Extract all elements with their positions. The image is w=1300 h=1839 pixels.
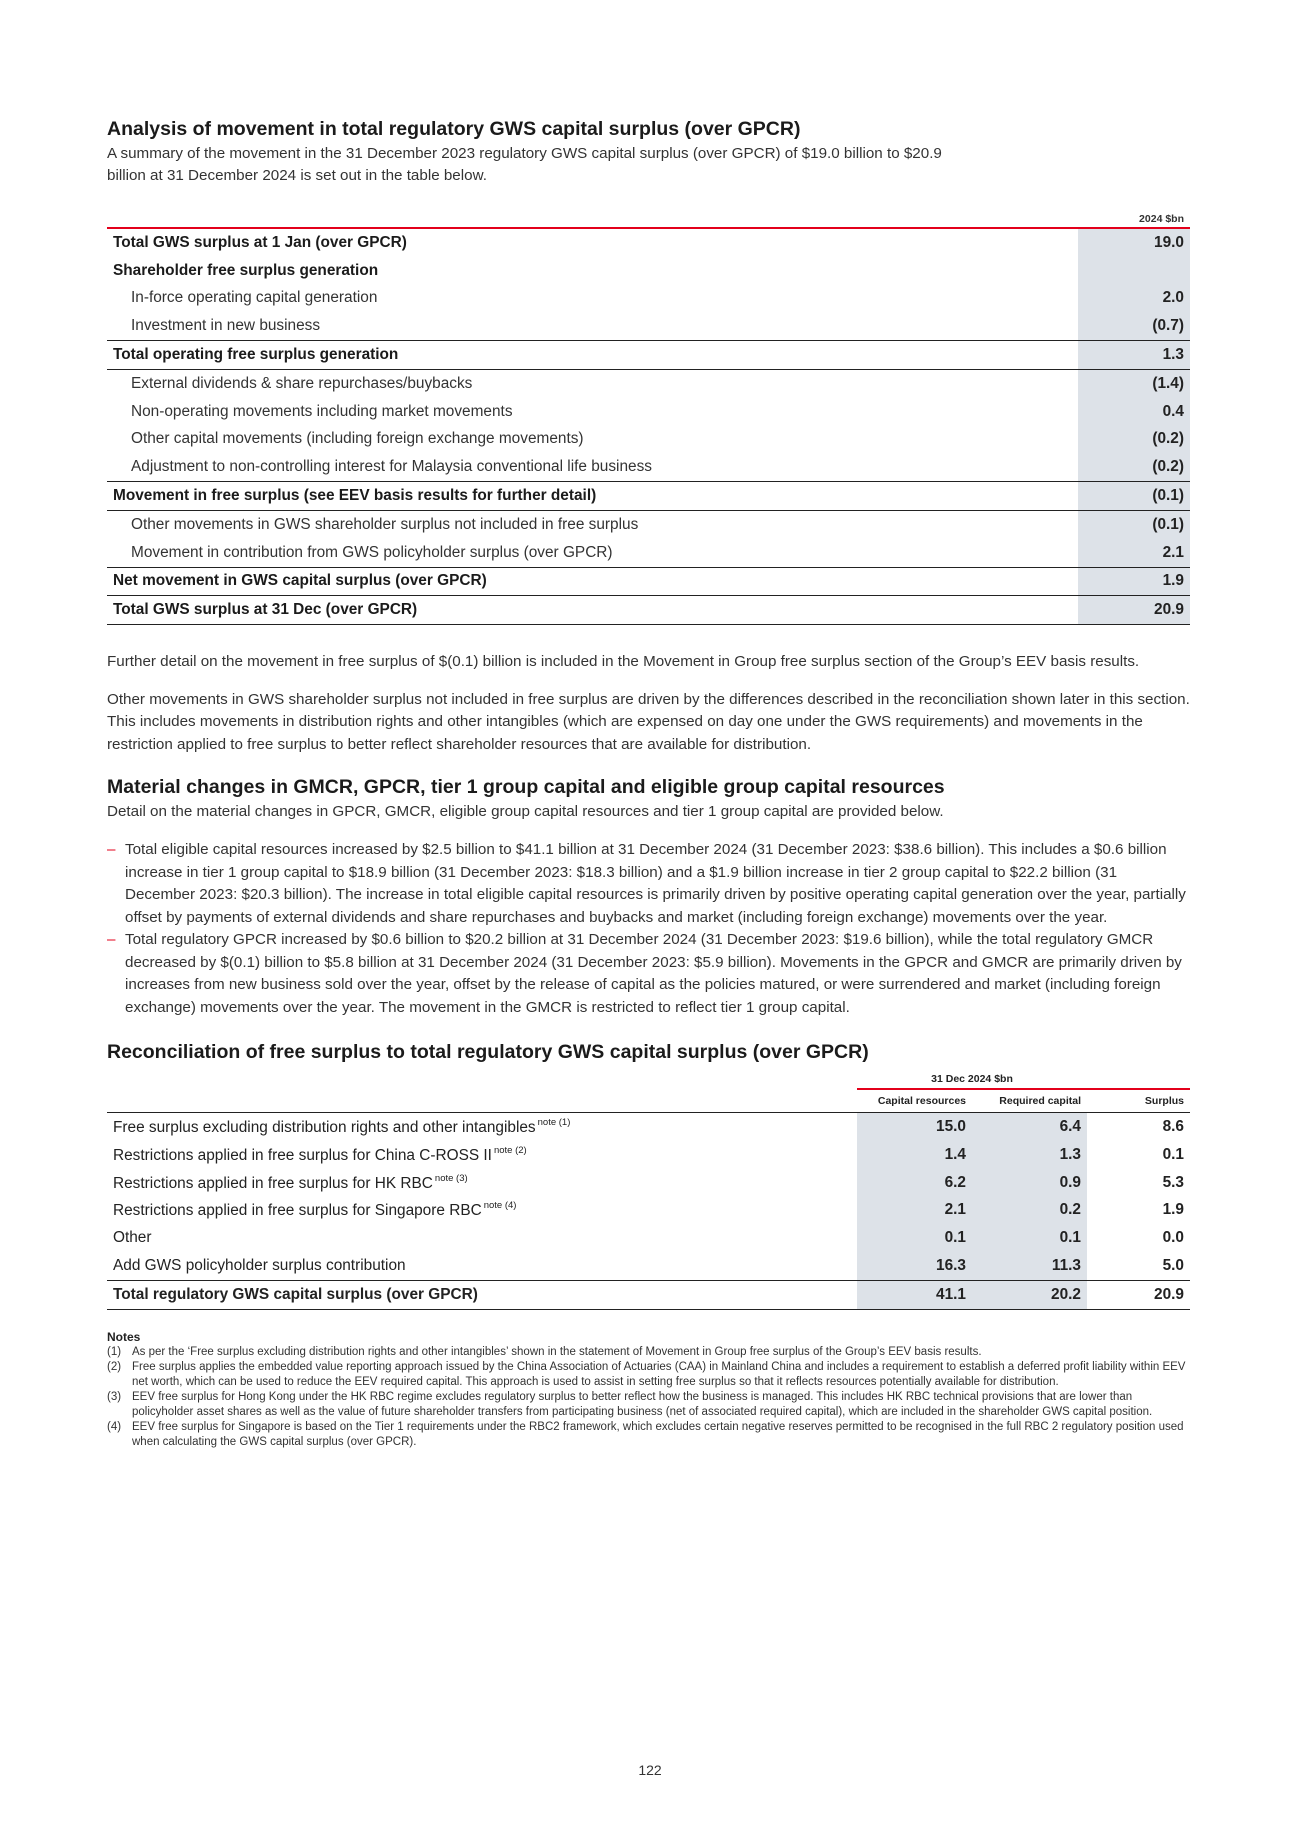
list-item	[107, 839, 1190, 929]
row-label: Other capital movements (including foreign exchange movements)	[131, 430, 584, 448]
movement-table	[107, 227, 1190, 625]
row-label: Restrictions applied in free surplus for HK RBC $^{note (3)}$	[113, 1172, 468, 1192]
movement-section-title: Analysis of movement in total regulatory GWS capital surplus (over GPCR)	[107, 118, 801, 140]
table-row	[107, 1224, 1190, 1252]
note-text: EEV free surplus for Hong Kong under the HK RBC regime excludes regulatory surplus to better reflect how the business is managed. This includes HK RBC technical provisions that are lower than policyholder asset shares as well as the value of future shareholder transfers from participating business (net of associated required capital), which are included in the shareholder GWS capital position.	[132, 1390, 1153, 1418]
table-row	[107, 596, 1190, 625]
row-label: Shareholder free surplus generation	[113, 261, 379, 279]
row-label: Restrictions applied in free surplus for Singapore RBC $^{note (4)}$	[113, 1200, 517, 1220]
note-item	[107, 1345, 1190, 1360]
row-label: Other	[113, 1229, 152, 1247]
required-capital-cell: 0.9	[972, 1169, 1087, 1197]
note-number: (2)	[107, 1360, 122, 1373]
row-label: Net movement in GWS capital surplus (over GPCR)	[107, 567, 1078, 596]
surplus-cell: 1.9	[1162, 1201, 1184, 1219]
required-capital-cell: 1.3	[972, 1141, 1087, 1169]
table-row	[107, 453, 1190, 481]
row-label: Other movements in GWS shareholder surplus not included in free surplus	[107, 510, 1078, 538]
reconciliation-table	[107, 1070, 1190, 1310]
table-row	[107, 341, 1190, 370]
row-label: Non-operating movements including market movements	[131, 402, 513, 420]
row-value: 19.0	[1078, 228, 1190, 257]
column-header: Required capital	[972, 1089, 1087, 1113]
row-label: Total GWS surplus at 1 Jan (over GPCR)	[107, 228, 1078, 257]
row-label: Free surplus excluding distribution rights and other intangibles $^{note (1)}$	[107, 1113, 857, 1141]
table-row	[107, 482, 1190, 511]
table-row	[107, 1252, 1190, 1280]
surplus-cell: 20.9	[1087, 1280, 1190, 1309]
movement-section-intro: A summary of the movement in the 31 December 2023 regulatory GWS capital surplus (over GPCR) of $19.0 billion to $20.9 billion at 31 December 2024 is set out in the table below.	[107, 145, 942, 184]
table-row	[107, 285, 1190, 313]
notes-title: Notes	[107, 1329, 141, 1344]
surplus-cell: 5.0	[1162, 1257, 1184, 1275]
table-row	[107, 1169, 1190, 1197]
row-value: (0.7)	[1078, 312, 1190, 340]
movement-para-1: Further detail on the movement in free surplus of $(0.1) billion is included in the Movement in Group free surplus section of the Group’s EEV basis results.	[107, 653, 1140, 671]
row-value: (0.1)	[1078, 482, 1190, 511]
table-row	[107, 1197, 1190, 1225]
column-header: Surplus	[1087, 1089, 1190, 1113]
table-row	[107, 426, 1190, 454]
row-label: Total regulatory GWS capital surplus (over GPCR)	[107, 1280, 857, 1309]
row-value: (0.2)	[1078, 426, 1190, 454]
table-row	[107, 539, 1190, 567]
surplus-cell: 0.0	[1162, 1229, 1184, 1247]
note-reference: note (3)	[434, 1172, 468, 1184]
material-changes-intro: Detail on the material changes in GPCR, GMCR, eligible group capital resources and tier 1 group capital are provided below.	[107, 803, 944, 821]
capital-resources-cell: 6.2	[857, 1169, 972, 1197]
list-item	[107, 929, 1190, 1019]
row-label: Add GWS policyholder surplus contribution	[113, 1257, 406, 1275]
required-capital-cell: 0.2	[972, 1197, 1087, 1225]
surplus-cell: 0.1	[1162, 1145, 1184, 1163]
notes-section	[107, 1330, 1190, 1450]
table-row	[107, 228, 1190, 257]
table-row	[107, 398, 1190, 426]
row-label: Movement in contribution from GWS policyholder surplus (over GPCR)	[131, 543, 613, 561]
table-row	[107, 510, 1190, 538]
row-label: In-force operating capital generation	[131, 289, 378, 307]
row-label: Investment in new business	[131, 317, 321, 335]
note-number: (1)	[107, 1345, 122, 1358]
note-number: (3)	[107, 1390, 122, 1403]
row-value: (0.1)	[1078, 510, 1190, 538]
note-reference: note (1)	[537, 1117, 571, 1129]
table-row	[107, 567, 1190, 596]
note-item	[107, 1390, 1190, 1420]
note-item	[107, 1420, 1190, 1450]
note-item	[107, 1360, 1190, 1390]
capital-resources-cell: 15.0	[857, 1113, 972, 1141]
capital-resources-cell: 16.3	[857, 1252, 972, 1280]
bullet-text: Total regulatory GPCR increased by $0.6 billion to $20.2 billion at 31 December 2024 (31 December 2023: $19.6 billion), while the total regulatory GMCR decreased by $(0.1) billion to $5.8 billion at 31 December 2024 (31 December 2023: $5.9 billion). Movements in the GPCR and GMCR are primarily driven by increases from new business sold over the year, offset by the release of capital as the policies matured, or were surrendered and market (including foreign exchange) movements over the year. The movement in the GMCR is restricted to reflect tier 1 group capital.	[125, 931, 1182, 1016]
note-reference: note (4)	[483, 1200, 517, 1212]
table-total-row	[107, 1280, 1190, 1309]
required-capital-cell: 20.2	[972, 1280, 1087, 1309]
material-changes-list	[107, 839, 1190, 1019]
surplus-cell: 8.6	[1087, 1113, 1190, 1141]
row-label: Movement in free surplus (see EEV basis results for further detail)	[107, 482, 1078, 511]
column-header: Capital resources	[857, 1089, 972, 1113]
row-value: 2.0	[1078, 285, 1190, 313]
row-label: Adjustment to non-controlling interest for Malaysia conventional life business	[131, 458, 652, 476]
note-text: EEV free surplus for Singapore is based on the Tier 1 requirements under the RBC2 framework, which excludes certain negative reserves permitted to be recognised in the full RBC 2 regulatory position used when calculating the GWS capital surplus (over GPCR).	[132, 1420, 1184, 1448]
table-header-row	[107, 1089, 1190, 1113]
required-capital-cell: 6.4	[972, 1113, 1087, 1141]
movement-para-2: Other movements in GWS shareholder surplus not included in free surplus are driven by the differences described in the reconciliation shown later in this section. This includes movements in distribution rights and other intangibles (which are expensed on day one under the GWS requirements) and movements in the restriction applied to free surplus to better reflect shareholder resources that are available for distribution.	[107, 690, 1190, 753]
row-value: (1.4)	[1078, 369, 1190, 397]
period-header: 31 Dec 2024 $bn	[931, 1073, 1013, 1086]
row-label: External dividends & share repurchases/buybacks	[107, 369, 1078, 397]
movement-column-header: 2024 $bn	[1139, 213, 1184, 225]
row-value: 0.4	[1078, 398, 1190, 426]
table-row	[107, 1113, 1190, 1141]
required-capital-cell: 11.3	[972, 1252, 1087, 1280]
capital-resources-cell: 41.1	[857, 1280, 972, 1309]
row-label: Total operating free surplus generation	[107, 341, 1078, 370]
note-text: Free surplus applies the embedded value reporting approach issued by the China Association of Actuaries (CAA) in Mainland China and includes a requirement to establish a deferred profit liability within EEV net worth, which can be used to reduce the EEV required capital. This approach is used to assist in setting free surplus so that it reflects resources potentially available for distribution.	[132, 1360, 1186, 1388]
row-value	[1078, 257, 1190, 285]
reconciliation-title: Reconciliation of free surplus to total regulatory GWS capital surplus (over GPCR)	[107, 1041, 869, 1064]
capital-resources-cell: 1.4	[857, 1141, 972, 1169]
page-content	[107, 118, 1190, 1450]
table-row	[107, 312, 1190, 340]
bullet-text: Total eligible capital resources increased by $2.5 billion to $41.1 billion at 31 December 2024 (31 December 2023: $38.6 billion). This includes a $0.6 billion increase in tier 1 group capital to $18.9 billion (31 December 2023: $18.3 billion) and a $1.9 billion increase in tier 2 group capital to $22.2 billion (31 December 2023: $20.3 billion). The increase in total eligible capital resources is primarily driven by positive operating capital generation over the year, partially offset by payments of external dividends and share repurchases and buybacks and market (including foreign exchange) movements over the year.	[125, 841, 1186, 926]
surplus-cell: 5.3	[1162, 1173, 1184, 1191]
row-value: 20.9	[1078, 596, 1190, 625]
required-capital-cell: 0.1	[972, 1224, 1087, 1252]
material-changes-title: Material changes in GMCR, GPCR, tier 1 group capital and eligible group capital resources	[107, 776, 945, 799]
row-value: (0.2)	[1078, 453, 1190, 481]
capital-resources-cell: 2.1	[857, 1197, 972, 1225]
page-number: 122	[638, 1762, 662, 1778]
dash-marker: –	[107, 931, 116, 949]
note-text: As per the ‘Free surplus excluding distribution rights and other intangibles’ shown in the statement of Movement in Group free surplus of the Group’s EEV basis results.	[132, 1345, 982, 1358]
table-header-row	[107, 1070, 1190, 1089]
note-number: (4)	[107, 1420, 122, 1433]
note-reference: note (2)	[493, 1144, 527, 1156]
row-value: 2.1	[1078, 539, 1190, 567]
table-row	[107, 1141, 1190, 1169]
dash-marker: –	[107, 841, 116, 859]
row-value: 1.9	[1078, 567, 1190, 596]
row-label: Restrictions applied in free surplus for China C-ROSS II $^{note (2)}$	[113, 1144, 527, 1164]
row-label: Total GWS surplus at 31 Dec (over GPCR)	[107, 596, 1078, 625]
capital-resources-cell: 0.1	[857, 1224, 972, 1252]
row-value: 1.3	[1078, 341, 1190, 370]
table-row	[107, 257, 1190, 285]
table-row	[107, 369, 1190, 397]
